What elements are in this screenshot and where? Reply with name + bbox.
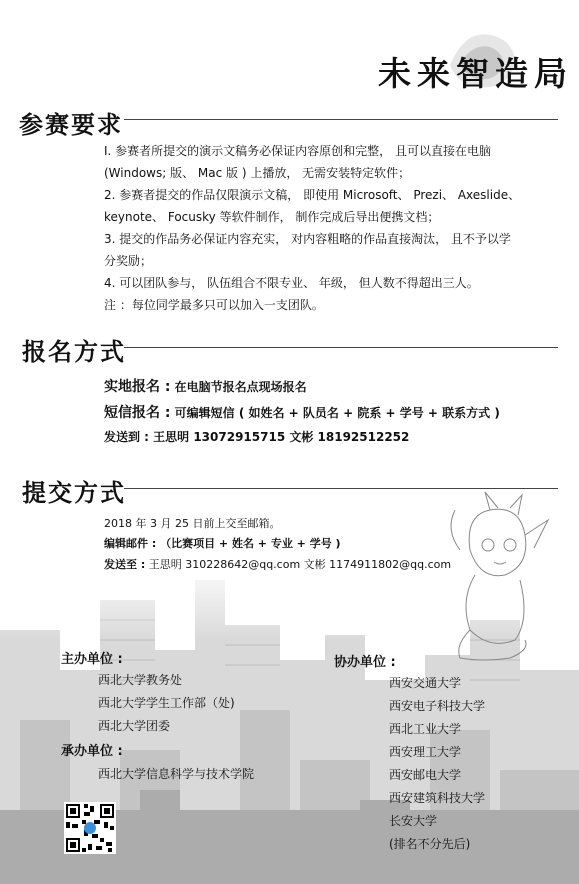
requirement-line: 4. 可以团队参与， 队伍组合不限专业、 年级， 但人数不得超出三人。 (104, 276, 479, 290)
host-item: 西北大学团委 (98, 719, 171, 733)
requirement-line: (Windows; 版、 Mac 版 ) 上播放， 无需安装特定软件； (104, 166, 411, 180)
host-item: 西北大学教务处 (98, 673, 183, 687)
co-organizer-item: 西安电子科技大学 (389, 699, 486, 713)
sms-text: 可编辑短信 ( 如姓名 + 队员名 + 院系 + 学号 + 联系方式 ) (170, 406, 500, 420)
sms-sendto: 发送到 : 王思明 13072915715 文彬 18192512252 (104, 430, 410, 444)
anime-character-sketch (430, 490, 555, 665)
qr-code[interactable] (64, 802, 116, 854)
section-divider (124, 488, 558, 489)
edit-label: 编辑邮件 : (104, 537, 157, 550)
deadline-text: 2018 年 3 月 25 日前上交至邮箱。 (104, 517, 281, 530)
host-label: 主办单位 : (61, 652, 123, 667)
section-title-registration: 报名方式 (22, 338, 126, 366)
submission-edit (104, 535, 341, 551)
requirement-line: keynote、 Focusky 等软件制作， 制作完成后导出便携文档； (104, 210, 440, 224)
co-organizer-item: 西安建筑科技大学 (389, 791, 486, 805)
requirement-line: 分奖励； (104, 254, 153, 268)
onsite-label: 实地报名 : (104, 379, 171, 395)
submission-sendto (104, 556, 451, 572)
co-organizer-item: 西安邮电大学 (389, 768, 462, 782)
undertaker-item: 西北大学信息科学与技术学院 (98, 767, 255, 781)
host-item: 西北大学学生工作部（处) (98, 696, 235, 710)
co-organizer-item: 西北工业大学 (389, 722, 462, 736)
sms-label: 短信报名 : (104, 405, 171, 421)
requirement-line: 3. 提交的作品务必保证内容充实， 对内容粗略的作品直接淘汰， 且不予以学 (104, 232, 511, 246)
brand-logo-text: 未来智造局 (378, 54, 573, 93)
requirement-line: I. 参赛者所提交的演示文稿务必保证内容原创和完整， 且可以直接在电脑 (104, 144, 491, 158)
onsite-registration (104, 376, 307, 396)
requirements-text (104, 140, 520, 316)
ranking-note: (排名不分先后) (389, 837, 471, 851)
section-divider (124, 347, 558, 348)
sendto-text: 王思明 310228642@qq.com 文彬 1174911802@qq.com (145, 558, 452, 571)
co-organizer-item: 西安交通大学 (389, 676, 462, 690)
sendto-label: 发送至 : (104, 558, 146, 571)
requirement-note: 注 ：每位同学最多只可以加入一支团队。 (104, 298, 324, 312)
sms-registration (104, 402, 500, 422)
section-title-submission: 提交方式 (22, 479, 126, 507)
section-title-requirements: 参赛要求 (19, 111, 123, 139)
undertaker-label: 承办单位 : (61, 744, 123, 759)
co-organizer-item: 西安理工大学 (389, 745, 462, 759)
edit-text: （比赛项目 + 姓名 + 专业 + 学号 ) (156, 537, 341, 550)
requirement-line: 2. 参赛者提交的作品仅限演示文稿， 即使用 Microsoft、 Prezi、 Axeslide、 (104, 188, 521, 202)
co-organizer-item: 长安大学 (389, 814, 438, 828)
onsite-text: 在电脑节报名点现场报名 (170, 380, 307, 394)
co-organizer-label: 协办单位 : (334, 655, 396, 670)
section-divider (124, 119, 558, 120)
submission-deadline (104, 515, 280, 531)
